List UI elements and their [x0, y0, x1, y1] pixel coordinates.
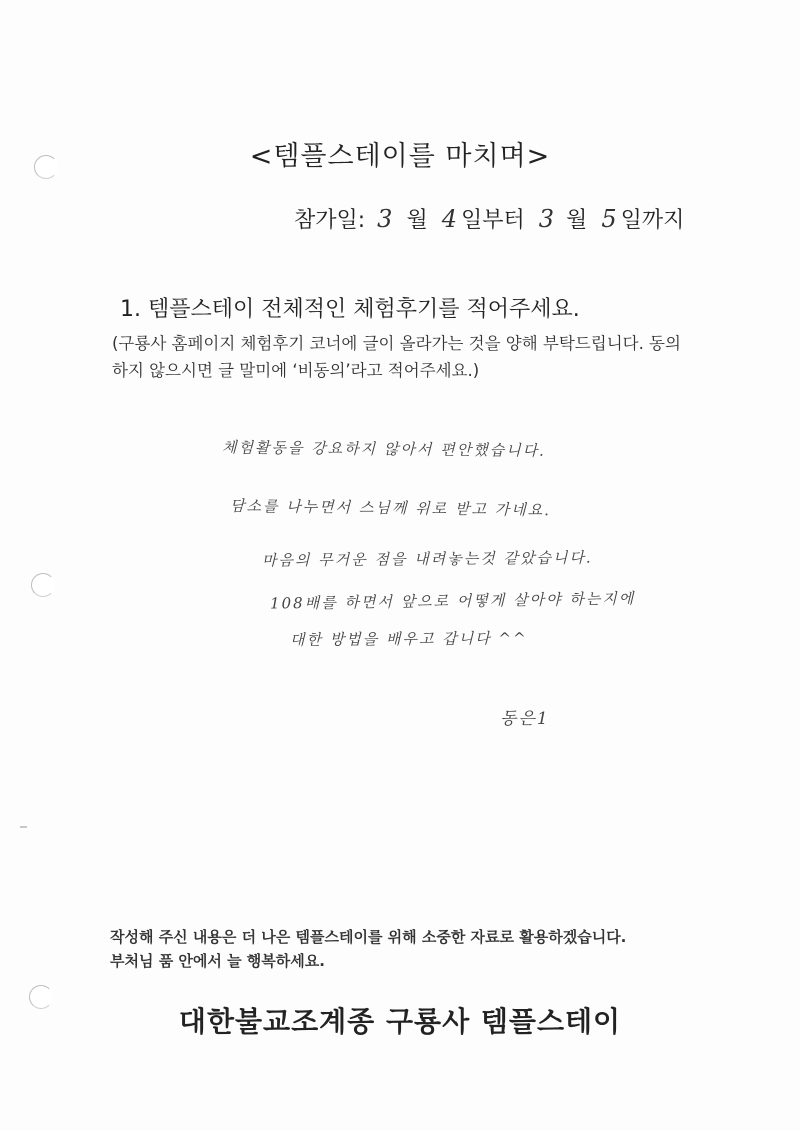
month-unit: 월 — [406, 208, 428, 233]
handwritten-line: 담소를 나누면서 스님께 위로 받고 가네요. — [229, 496, 552, 520]
participation-dates — [294, 203, 698, 237]
start-month: 3 — [377, 205, 393, 233]
end-month: 3 — [538, 205, 555, 233]
footer-thanks: 작성해 주신 내용은 더 나은 템플스테이를 위해 소중한 자료로 활용하겠습니다. — [110, 928, 627, 946]
footer-blessing: 부처님 품 안에서 늘 행복하세요. — [110, 952, 325, 970]
question-heading: 1. 템플스테이 전체적인 체험후기를 적어주세요. — [120, 297, 580, 322]
handwritten-line: 108배를 하면서 앞으로 어떻게 살아야 하는지에 — [269, 589, 636, 613]
scan-speck — [20, 826, 27, 828]
end-suffix: 일까지 — [620, 208, 685, 233]
question-note: (구룡사 홈페이지 체험후기 코너에 글이 올라가는 것을 양해 부탁드립니다. 동의하지 않으시면 글 말미에 ‘비동의’라고 적어주세요.) — [112, 334, 681, 380]
start-day: 4 — [441, 205, 457, 233]
end-day: 5 — [601, 205, 617, 233]
organization-name: 대한불교조계종 구룡사 템플스테이 — [178, 1005, 622, 1038]
month-unit: 월 — [566, 208, 588, 233]
binder-hole — [31, 573, 55, 597]
handwritten-line: 마음의 무거운 점을 내려놓는것 같았습니다. — [261, 548, 593, 570]
handwritten-signature: 동은1 — [500, 709, 550, 729]
start-suffix: 일부터 — [461, 208, 525, 233]
page-title: <템플스테이를 마치며> — [249, 141, 551, 172]
participation-label: 참가일: — [294, 208, 366, 233]
handwritten-line: 체험활동을 강요하지 않아서 편안했습니다. — [221, 438, 546, 460]
handwritten-line: 대한 방법을 배우고 갑니다 ^^ — [289, 629, 528, 649]
